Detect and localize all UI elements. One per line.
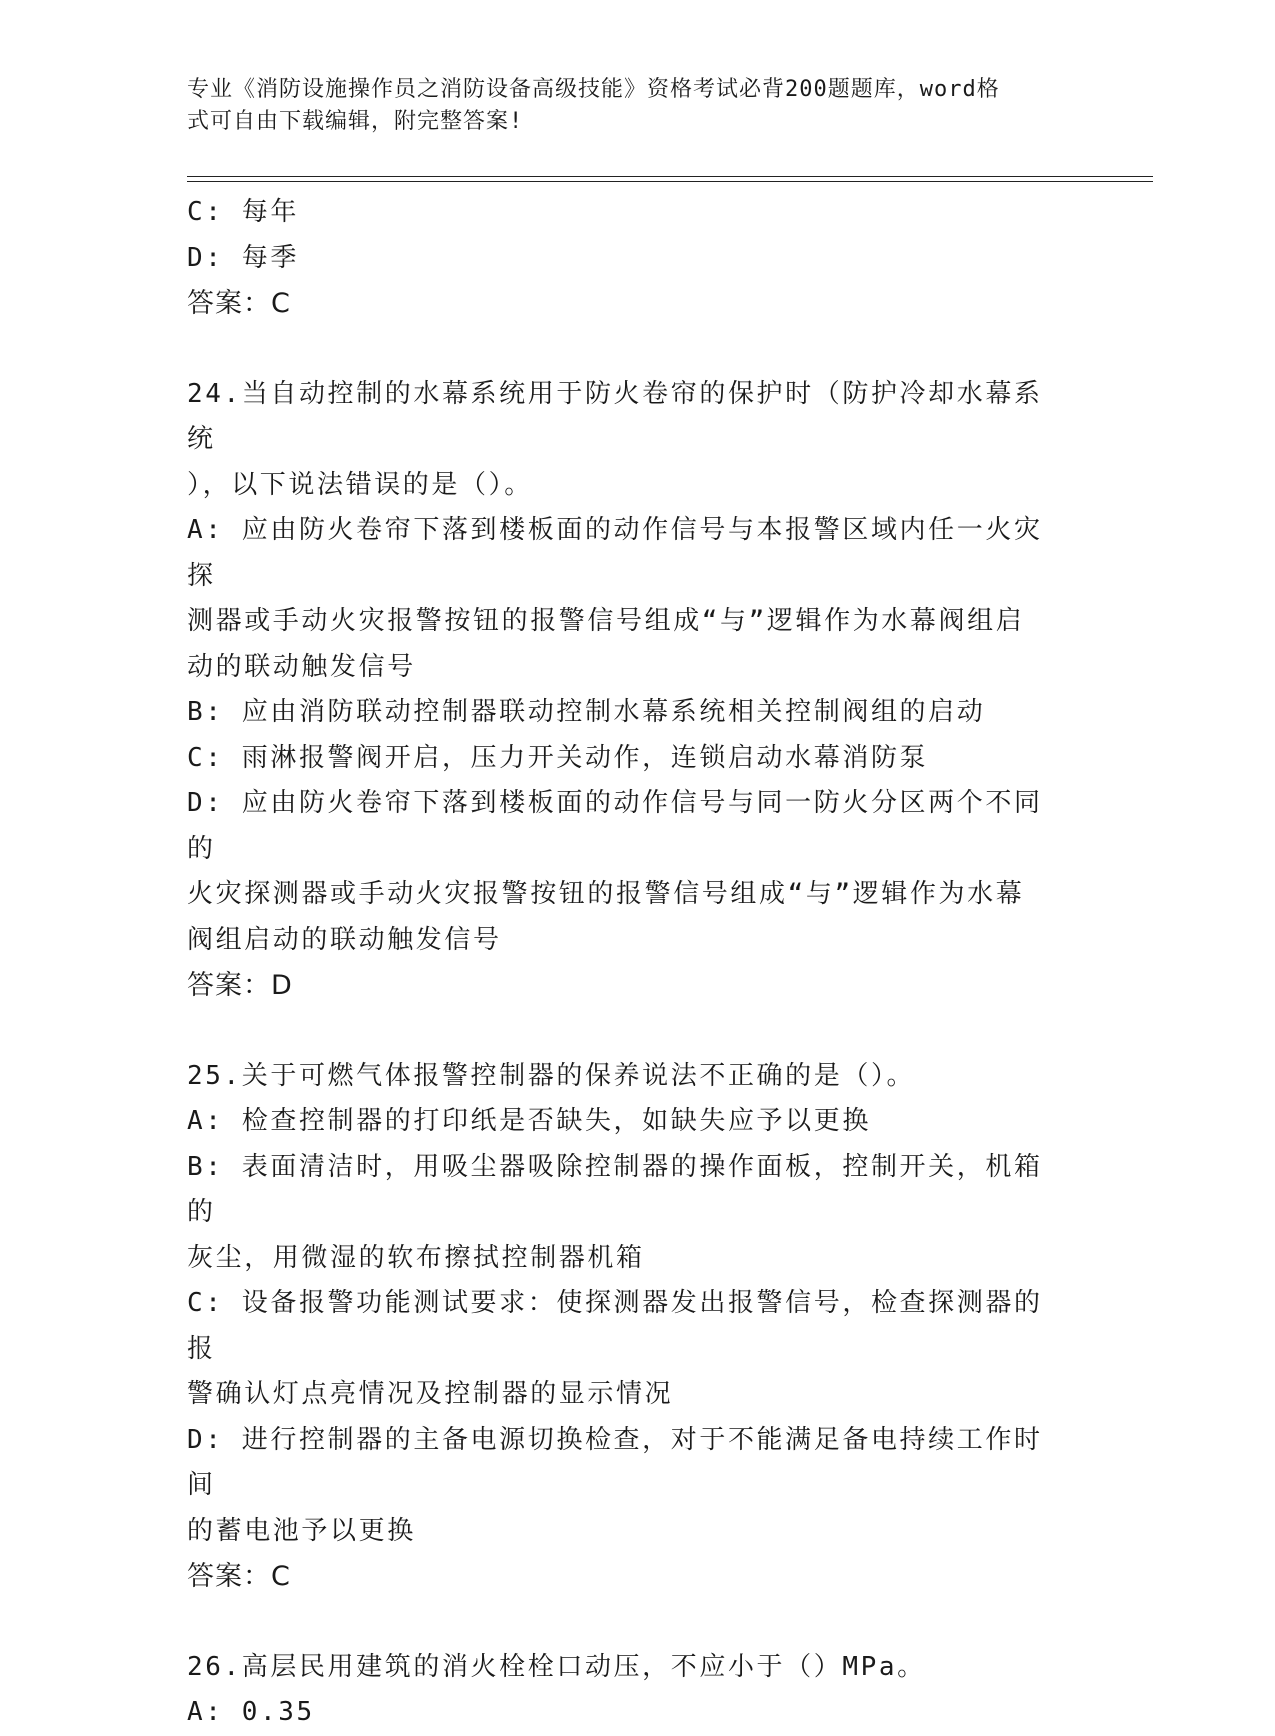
option-d: 火灾探测器或手动火灾报警按钮的报警信号组成“与”逻辑作为水幕	[187, 879, 1025, 909]
question-stem: 26.高层民用建筑的消火栓栓口动压，不应小于（）MPa。	[187, 1651, 926, 1682]
question-gap	[187, 327, 1067, 372]
question-stem: ），以下说法错误的是（）。	[187, 469, 533, 500]
answer-line: 答案：C	[187, 288, 291, 319]
option-d: 的蓄电池予以更换	[187, 1515, 416, 1546]
question-23-tail	[187, 190, 1067, 327]
question-24	[187, 372, 1067, 1009]
question-stem: 25.关于可燃气体报警控制器的保养说法不正确的是（）。	[187, 1060, 916, 1091]
option-a: 测器或手动火灾报警按钮的报警信号组成“与”逻辑作为水幕阀组启	[187, 606, 1025, 636]
question-gap	[187, 1009, 1067, 1054]
option-c: C: 设备报警功能测试要求：使探测器发出报警信号，检查探测器的报	[187, 1288, 1043, 1364]
option-b: B: 应由消防联动控制器联动控制水幕系统相关控制阀组的启动	[187, 697, 986, 727]
header-line-2: 式可自由下载编辑，附完整答案!	[187, 109, 524, 134]
header-divider-bottom	[187, 181, 1153, 182]
option-c: C: 雨淋报警阀开启，压力开关动作，连锁启动水幕消防泵	[187, 742, 929, 773]
option-d: D: 应由防火卷帘下落到楼板面的动作信号与同一防火分区两个不同的	[187, 788, 1043, 864]
answer-line: 答案：C	[187, 1561, 291, 1592]
question-26	[187, 1645, 1067, 1736]
option-a: A: 应由防火卷帘下落到楼板面的动作信号与本报警区域内任一火灾探	[187, 515, 1043, 591]
option-d: D: 进行控制器的主备电源切换检查，对于不能满足备电持续工作时间	[187, 1424, 1043, 1500]
question-content	[187, 190, 1067, 1736]
option-b: B: 表面清洁时，用吸尘器吸除控制器的操作面板，控制开关，机箱的	[187, 1151, 1043, 1227]
question-stem: 24.当自动控制的水幕系统用于防火卷帘的保护时（防护冷却水幕系统	[187, 378, 1043, 454]
option-c: C: 每年	[187, 197, 299, 227]
option-d: D: 每季	[187, 242, 299, 273]
option-d: 阀组启动的联动触发信号	[187, 924, 502, 955]
page-header	[187, 74, 1067, 138]
question-gap	[187, 1600, 1067, 1645]
option-a: 动的联动触发信号	[187, 651, 416, 682]
header-divider-top	[187, 176, 1153, 177]
option-b: 灰尘，用微湿的软布擦拭控制器机箱	[187, 1242, 645, 1273]
question-25	[187, 1054, 1067, 1600]
header-line-1: 专业《消防设施操作员之消防设备高级技能》资格考试必背200题题库，word格	[187, 77, 1000, 102]
option-c: 警确认灯点亮情况及控制器的显示情况	[187, 1379, 674, 1409]
option-a: A: 0.35	[187, 1697, 315, 1727]
option-a: A: 检查控制器的打印纸是否缺失，如缺失应予以更换	[187, 1106, 871, 1136]
answer-line: 答案：D	[187, 970, 293, 1001]
